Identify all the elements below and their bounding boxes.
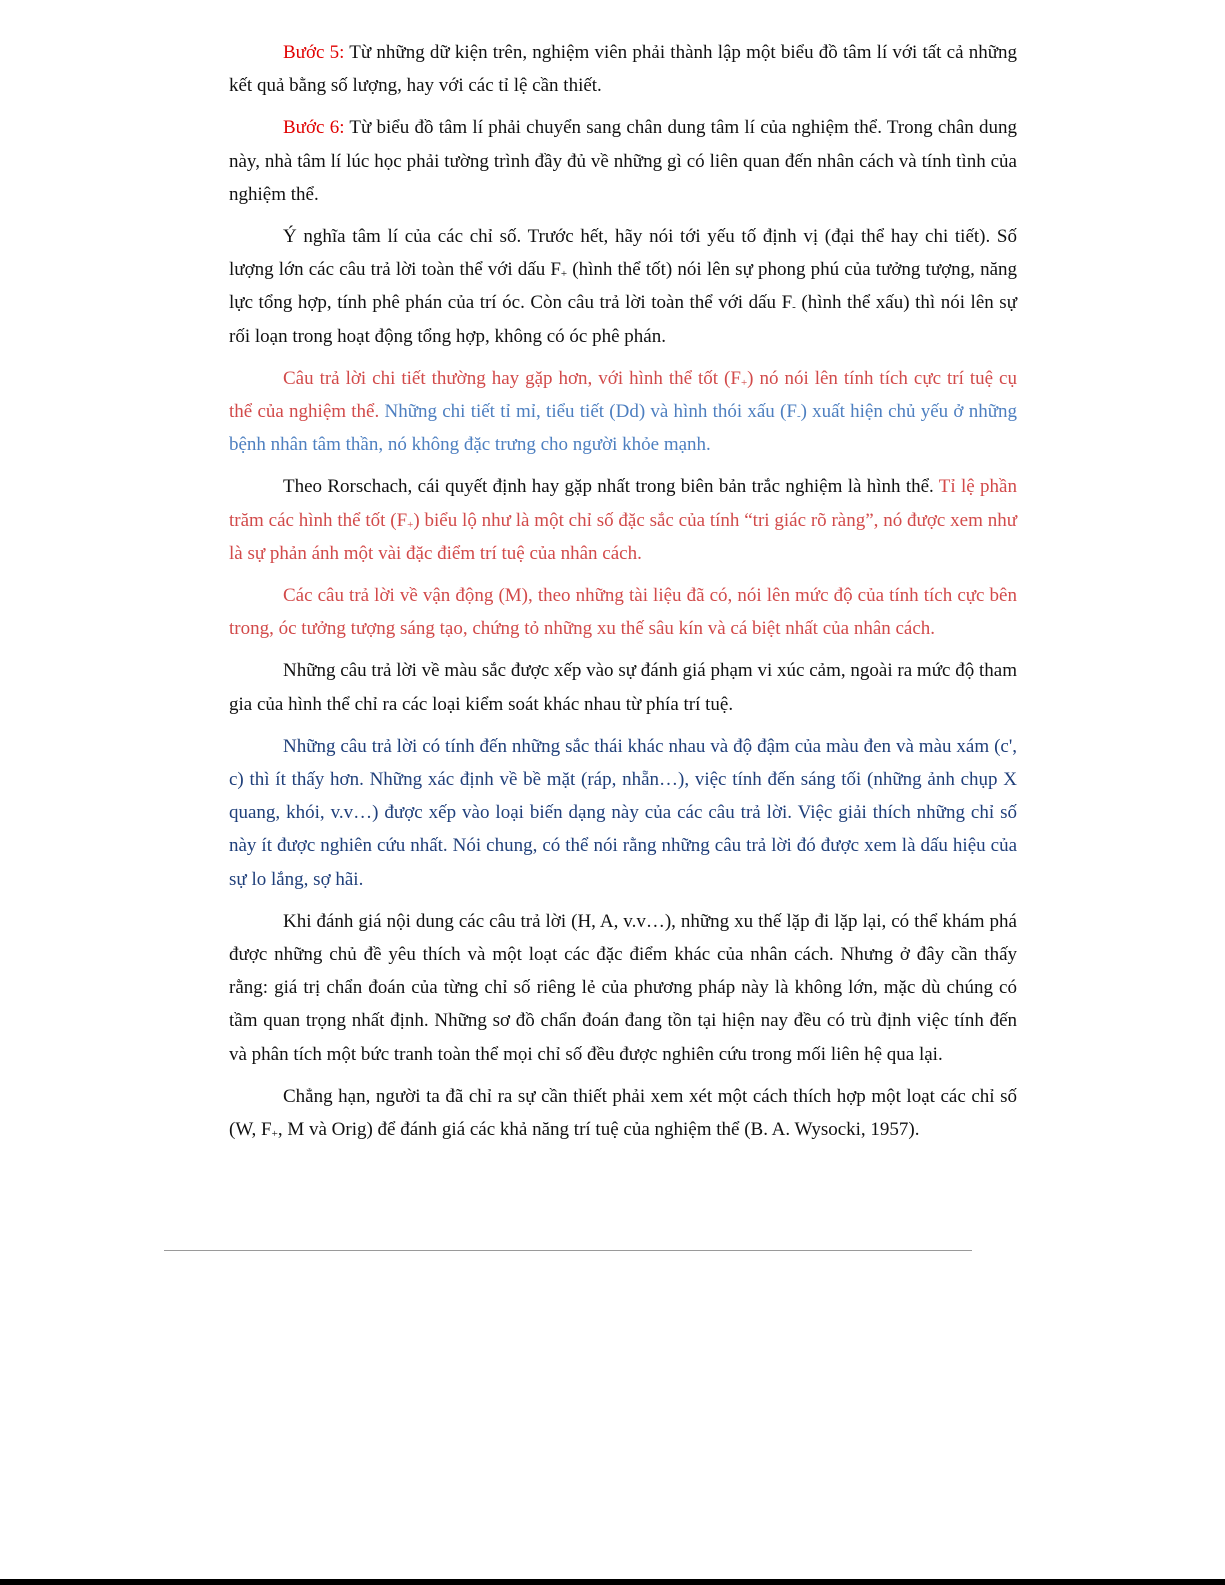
step-5-text: Từ những dữ kiện trên, nghiệm viên phải thành lập một biểu đồ tâm lí với tất cả những kết quả bằng số lượng, hay với các tỉ lệ cần thiết. bbox=[229, 42, 1018, 97]
paragraph-text: , M và Orig) để đánh giá các khả năng trí tuệ của nghiệm thể (B. A. Wysocki, 1957). bbox=[277, 1119, 920, 1141]
paragraph-movement-answers: Các câu trả lời về vận động (M), theo những tài liệu đã có, nói lên mức độ của tính tích cực bên trong, óc tưởng tượng sáng tạo, chứng tỏ những xu thế sâu kín và cá biệt nhất của nhân cách. bbox=[229, 585, 1017, 640]
paragraph-color-answers: Những câu trả lời về màu sắc được xếp vào sự đánh giá phạm vi xúc cảm, ngoài ra mức độ tham gia của hình thể chỉ ra các loại kiểm soát khác nhau từ phía trí tuệ. bbox=[229, 660, 1017, 715]
paragraph-wysocki bbox=[229, 1080, 1017, 1146]
highlight-blue-text: Những chi tiết tỉ mỉ, tiểu tiết (Dd) và hình thói xấu (F bbox=[379, 401, 797, 423]
highlight-blue-text: ) xuất hiện chủ yếu ở những bệnh nhân tâm thần, nó không đặc trưng cho người khỏe mạnh. bbox=[229, 401, 1017, 456]
footer-divider bbox=[164, 1250, 972, 1251]
subscript-minus: - bbox=[796, 410, 801, 423]
paragraph-text: Ý nghĩa tâm lí của các chỉ số. Trước hết, hãy nói tới yếu tố định vị (đại thể hay chi tiết). Số lượng lớn các câu trả lời toàn thể với dấu F bbox=[229, 226, 1017, 281]
paragraph-text: Chẳng hạn, người ta đã chỉ ra sự cần thiết phải xem xét một cách thích hợp một loạt các chỉ số (W, F bbox=[229, 1085, 1017, 1141]
page-bottom-border bbox=[0, 1579, 1225, 1585]
paragraph-step-6 bbox=[229, 111, 1017, 211]
step-6-text: Từ biểu đồ tâm lí phải chuyển sang chân dung tâm lí của nghiệm thể. Trong chân dung này, nhà tâm lí lúc học phải tường trình đầy đủ về những gì có liên quan đến nhân cách và tính tình của nghiệm thể. bbox=[229, 117, 1017, 205]
paragraph-content-evaluation: Khi đánh giá nội dung các câu trả lời (H, A, v.v…), những xu thế lặp đi lặp lại, có thể khám phá được những chủ đề yêu thích và một loạt các đặc điểm khác của nhân cách. Nhưng ở đây cần thấy rằng: giá trị chẩn đoán của từng chỉ số riêng lẻ của phương pháp này là không lớn, mặc dù chúng có tầm quan trọng nhất định. Những sơ đồ chẩn đoán đang tồn tại hiện nay đều có trù định việc tính đến và phân tích một bức tranh toàn thể mọi chỉ số đều được nghiên cứu trong mối liên hệ qua lại. bbox=[229, 910, 1017, 1065]
step-5-label: Bước 5: bbox=[283, 42, 345, 63]
highlight-rose-text: Câu trả lời chi tiết thường hay gặp hơn, với hình thể tốt (F bbox=[283, 367, 741, 389]
paragraph-rorschach-form bbox=[229, 470, 1017, 570]
subscript-plus: + bbox=[271, 1128, 278, 1141]
subscript-plus: + bbox=[560, 268, 568, 281]
paragraph-shading-answers: Những câu trả lời có tính đến những sắc thái khác nhau và độ đậm của màu đen và màu xám (c', c) thì ít thấy hơn. Những xác định về bề mặt (ráp, nhẵn…), việc tính đến sáng tối (những ảnh chụp X quang, khói, v.v…) được xếp vào loại biến dạng này của các câu trả lời. Việc giải thích những chỉ số này ít được nghiên cứu nhất. Nói chung, có thể nói rằng những câu trả lời đó được xem là dấu hiệu của sự lo lắng, sợ hãi. bbox=[229, 735, 1017, 890]
paragraph-index-meaning bbox=[229, 220, 1017, 353]
highlight-rose-text: ) nó nói lên tính tích cực trí tuệ cụ thể của nghiệm thể. bbox=[229, 367, 1017, 423]
subscript-plus: + bbox=[740, 376, 748, 389]
subscript-minus: - bbox=[792, 301, 796, 314]
subscript-plus: + bbox=[407, 518, 414, 531]
paragraph-text: (hình thể tốt) nói lên sự phong phú của tưởng tượng, năng lực tổng hợp, tính phê phán của trí óc. Còn câu trả lời toàn thể với dấu F bbox=[229, 259, 1018, 314]
paragraph-step-5 bbox=[229, 36, 1017, 102]
paragraph-text: Theo Rorschach, cái quyết định hay gặp nhất trong biên bản trắc nghiệm là hình thể. bbox=[283, 476, 934, 498]
step-6-label: Bước 6: bbox=[283, 117, 345, 139]
paragraph-text: (hình thể xấu) thì nói lên sự rối loạn trong hoạt động tổng hợp, không có óc phê phán. bbox=[229, 292, 1017, 347]
paragraph-detail-answers bbox=[229, 362, 1017, 462]
document-body bbox=[229, 36, 1017, 1155]
highlight-rose-text: Tỉ lệ phần trăm các hình thể tốt (F bbox=[229, 476, 1017, 531]
highlight-rose-text: ) biểu lộ như là một chỉ số đặc sắc của tính “tri giác rõ ràng”, nó được xem như là sự phản ánh một vài đặc điểm trí tuệ của nhân cách. bbox=[229, 509, 1017, 564]
